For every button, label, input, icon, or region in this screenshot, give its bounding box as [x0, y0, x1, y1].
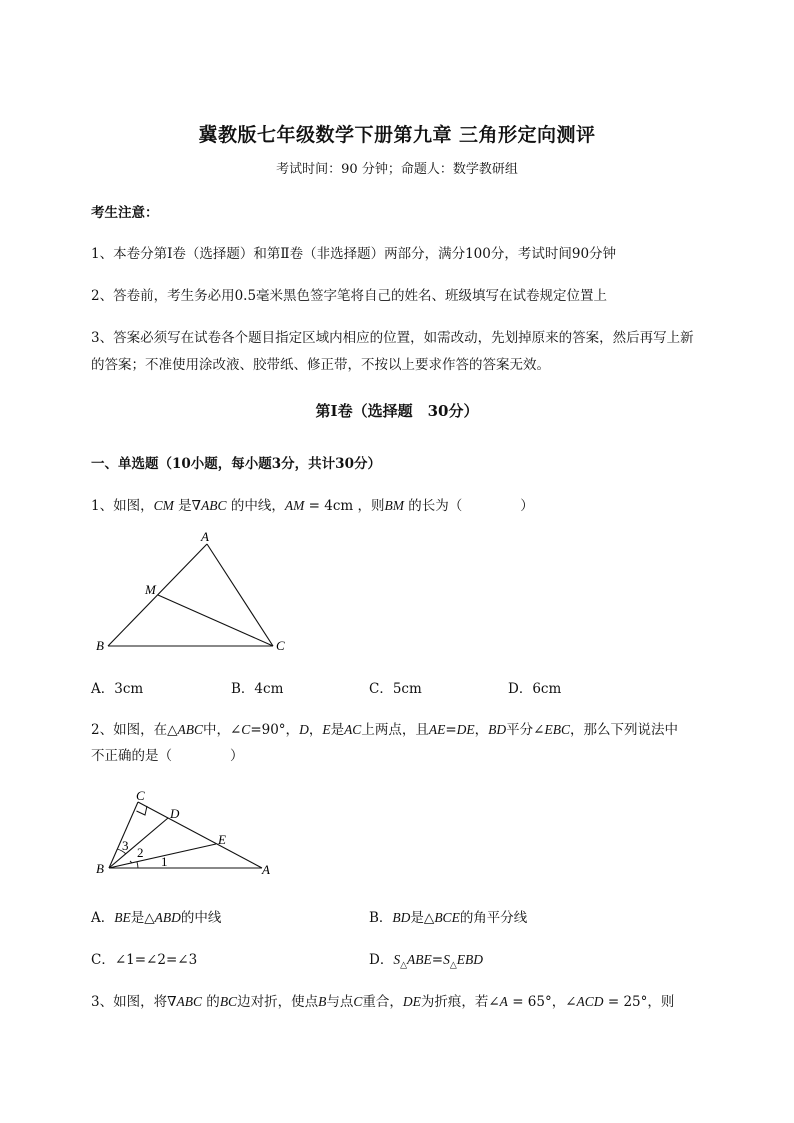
segment-ca [138, 802, 262, 868]
question-1-stem: 1、如图，CM 是∇ABC 的中线，AM = 4cm ，则BM 的长为（ ） [91, 498, 534, 514]
q1-option-c[interactable]: C．5cm [369, 681, 422, 697]
notice-item-2: 2、答卷前，考生务必用0.5毫米黑色签字笔将自己的姓名、班级填写在试卷规定位置上 [91, 288, 608, 304]
notice-item-1: 1、本卷分第Ⅰ卷（选择题）和第Ⅱ卷（非选择题）两部分，满分100分，考试时间90分钟 [91, 246, 617, 262]
q2-option-a[interactable]: A．BE是△ABD的中线 [91, 910, 222, 926]
segment-bc [109, 802, 138, 868]
label-c: C [136, 788, 145, 803]
q1-option-a[interactable]: A．3cm [91, 681, 144, 697]
question-2-stem-cont: 不正确的是（ ） [91, 748, 244, 764]
q1-option-d[interactable]: D．6cm [508, 681, 562, 697]
q2-triangle-figure [90, 786, 280, 882]
q1-option-b[interactable]: B．4cm [231, 681, 284, 697]
notice-heading: 考生注意： [91, 205, 159, 221]
question-2-stem: 2、如图，在△ABC中，∠C=90°，D，E是AC上两点，且AE=DE，BD平分∠EBC，那么下列说法中 [91, 722, 678, 738]
section-title: 第Ⅰ卷（选择题 30分） [315, 402, 479, 420]
label-b: B [96, 638, 104, 653]
segment-ac [207, 544, 273, 646]
notice-item-3-cont: 的答案；不准使用涂改液、胶带纸、修正带，不按以上要求作答的答案无效。 [91, 357, 550, 373]
q1-triangle-figure [90, 526, 300, 660]
segment-bd [109, 818, 168, 868]
page-title: 冀教版七年级数学下册第九章 三角形定向测评 [198, 124, 596, 146]
angle-label-1: 1 [161, 854, 168, 869]
label-a: A [201, 529, 209, 544]
q2-option-d[interactable]: D．$S_\triangle ABE=S_\triangle EBD$ [369, 952, 483, 971]
notice-item-3: 3、答案必须写在试卷各个题目指定区域内相应的位置，如需改动，先划掉原来的答案，然后再写上新 [91, 330, 694, 346]
q2-option-c[interactable]: C．∠1=∠2=∠3 [91, 952, 198, 968]
angle-label-3: 3 [122, 838, 129, 853]
segment-ab [108, 544, 207, 646]
angle-label-2: 2 [137, 845, 144, 860]
right-angle-mark [137, 806, 148, 815]
label-e: E [218, 832, 226, 847]
label-b: B [96, 861, 104, 876]
label-m: M [145, 582, 156, 597]
page-subtitle: 考试时间：90 分钟；命题人：数学教研组 [276, 162, 518, 177]
label-c: C [276, 638, 285, 653]
label-d: D [170, 806, 180, 821]
question-3-stem: 3、如图，将∇ABC 的BC边对折，使点B与点C重合，DE为折痕，若∠A = 65°，∠ACD = 25°，则 [91, 994, 675, 1010]
label-a: A [262, 862, 270, 877]
segment-cm [158, 595, 273, 646]
angle-1-arc [137, 862, 138, 868]
q2-option-b[interactable]: B．BD是△BCE的角平分线 [369, 910, 528, 926]
part-heading: 一、单选题（10小题，每小题3分，共计30分） [91, 456, 381, 472]
